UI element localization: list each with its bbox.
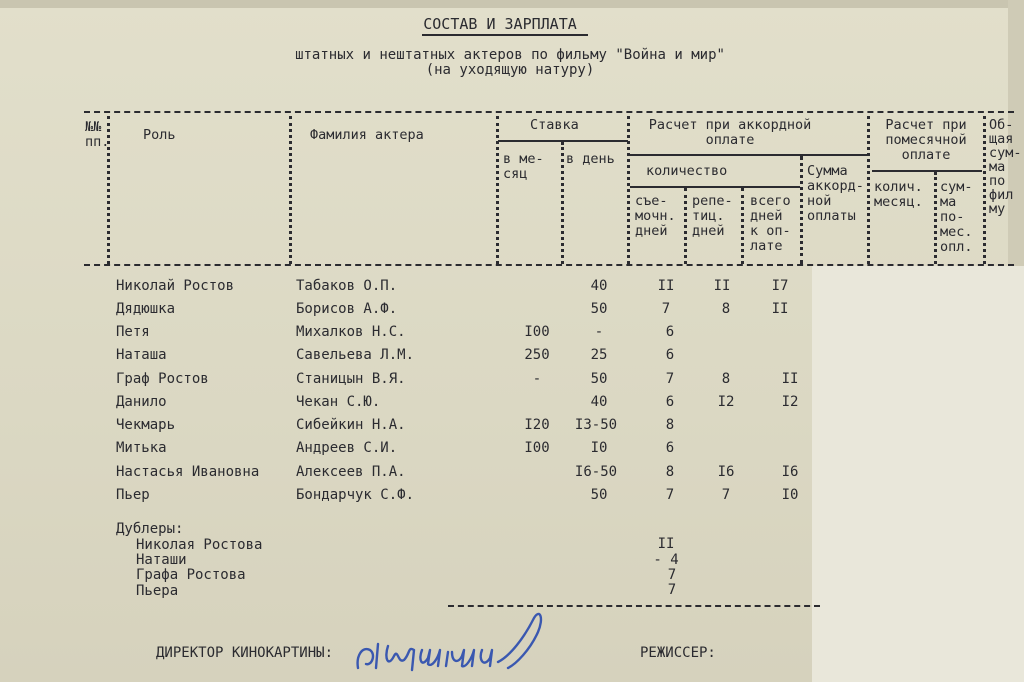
table-header-bottom-rule [84, 264, 1014, 266]
double-item: Николая Ростова [136, 537, 263, 553]
row-actor: Бондарчук С.Ф. [296, 487, 415, 503]
row-rate-day: 25 [590, 347, 608, 363]
double-shoot-days: 7 [667, 582, 677, 598]
row-rate-day: 40 [590, 278, 608, 294]
double-item: Наташи [136, 552, 187, 568]
row-role: Митька [116, 440, 167, 456]
row-role: Дядюшка [116, 301, 176, 317]
row-rate-month: I00 [524, 324, 550, 340]
header-quantity: количество [646, 163, 728, 179]
header-shoot-days: съе- мочн. дней [635, 193, 676, 239]
document-title: СОСТАВ И ЗАРПЛАТА [423, 15, 577, 33]
row-total-days: II [771, 301, 789, 317]
col-divider [289, 116, 292, 264]
row-rate-month: I00 [524, 440, 550, 456]
regisseur-label: РЕЖИССЕР: [640, 645, 716, 661]
row-rate-month: I20 [524, 417, 550, 433]
row-shoot-days: 6 [665, 394, 675, 410]
col-divider [983, 116, 986, 264]
row-rate-day: I0 [590, 440, 608, 456]
document-subtitle-line1: штатных и нештатных актеров по фильму "Война и мир" [295, 47, 725, 63]
row-actor: Станицын В.Я. [296, 371, 406, 387]
quantity-subheader-rule [630, 186, 800, 188]
row-rehearsal-days: 7 [721, 487, 731, 503]
row-rate-day: 50 [590, 301, 608, 317]
row-actor: Алексеев П.А. [296, 464, 406, 480]
row-shoot-days: 7 [661, 301, 671, 317]
row-rate-day: I3-50 [574, 417, 618, 433]
document-subtitle-line2: (на уходящую натуру) [425, 62, 595, 78]
row-actor: Табаков О.П. [296, 278, 398, 294]
double-shoot-days: - 4 [653, 552, 679, 568]
row-total-days: I2 [781, 394, 799, 410]
table-top-rule [84, 111, 1014, 113]
header-num: №№ пп. [85, 119, 110, 150]
row-shoot-days: 6 [665, 440, 675, 456]
row-actor: Чекан С.Ю. [296, 394, 381, 410]
page-top-edge [0, 0, 1024, 8]
header-rate-day: в день [566, 151, 615, 167]
double-item: Графа Ростова [136, 567, 246, 583]
col-divider [741, 188, 744, 264]
col-divider [496, 116, 499, 264]
double-item: Пьера [136, 583, 179, 599]
double-shoot-days: II [657, 536, 675, 552]
accord-subheader-rule [630, 154, 870, 156]
col-divider [934, 172, 937, 264]
row-role: Петя [116, 324, 150, 340]
row-shoot-days: 6 [665, 347, 675, 363]
director-signature [348, 598, 558, 682]
col-divider [561, 142, 564, 264]
row-rate-month: 250 [524, 347, 550, 363]
header-rehearsal-days: репе- тиц. дней [692, 193, 733, 239]
header-monthly-sum: сум- ма по- мес. опл. [940, 179, 973, 255]
row-rehearsal-days: I2 [717, 394, 735, 410]
row-rehearsal-days: 8 [721, 301, 731, 317]
double-shoot-days: 7 [667, 567, 677, 583]
row-shoot-days: 7 [665, 487, 675, 503]
row-actor: Андреев С.И. [296, 440, 398, 456]
row-role: Николай Ростов [116, 278, 235, 294]
header-rate: Ставка [530, 117, 579, 133]
monthly-subheader-rule [872, 170, 982, 172]
title-underline [422, 34, 588, 36]
row-rate-day: I6-50 [574, 464, 618, 480]
row-actor: Савельева Л.М. [296, 347, 415, 363]
row-rate-month: - [532, 371, 542, 387]
row-total-days: II [781, 371, 799, 387]
row-actor: Михалков Н.С. [296, 324, 406, 340]
blank-paper-patch [812, 266, 1024, 682]
row-total-days: I6 [781, 464, 799, 480]
row-shoot-days: II [657, 278, 675, 294]
row-rehearsal-days: II [713, 278, 731, 294]
header-total-film: Об- щая сум- ма по фил му [989, 117, 1022, 217]
row-role: Настасья Ивановна [116, 464, 260, 480]
row-actor: Сибейкин Н.А. [296, 417, 406, 433]
header-accord: Расчет при аккордной оплате [648, 117, 812, 148]
director-label: ДИРЕКТОР КИНОКАРТИНЫ: [156, 645, 334, 661]
header-rate-month: в ме- сяц [503, 151, 544, 182]
row-role: Наташа [116, 347, 167, 363]
row-shoot-days: 6 [665, 324, 675, 340]
row-actor: Борисов А.Ф. [296, 301, 398, 317]
row-rate-day: 40 [590, 394, 608, 410]
col-divider [684, 188, 687, 264]
row-role: Граф Ростов [116, 371, 209, 387]
col-divider [800, 156, 803, 264]
row-role: Пьер [116, 487, 150, 503]
row-role: Данило [116, 394, 167, 410]
row-rate-day: 50 [590, 487, 608, 503]
header-role: Роль [143, 127, 176, 143]
header-total-days: всего дней к оп- лате [750, 193, 791, 254]
header-months-qty: колич. месяц. [874, 179, 923, 210]
row-rehearsal-days: 8 [721, 371, 731, 387]
row-rate-day: 50 [590, 371, 608, 387]
row-total-days: I7 [771, 278, 789, 294]
header-accord-sum: Сумма аккорд- ной оплаты [807, 163, 864, 224]
header-monthly: Расчет при помесячной оплате [885, 117, 967, 163]
row-total-days: I0 [781, 487, 799, 503]
doubles-label: Дублеры: [116, 521, 184, 537]
row-rehearsal-days: I6 [717, 464, 735, 480]
row-rate-day: - [594, 324, 604, 340]
row-shoot-days: 8 [665, 464, 675, 480]
row-role: Чекмарь [116, 417, 176, 433]
header-actor: Фамилия актера [310, 127, 424, 143]
row-shoot-days: 7 [665, 371, 675, 387]
row-shoot-days: 8 [665, 417, 675, 433]
